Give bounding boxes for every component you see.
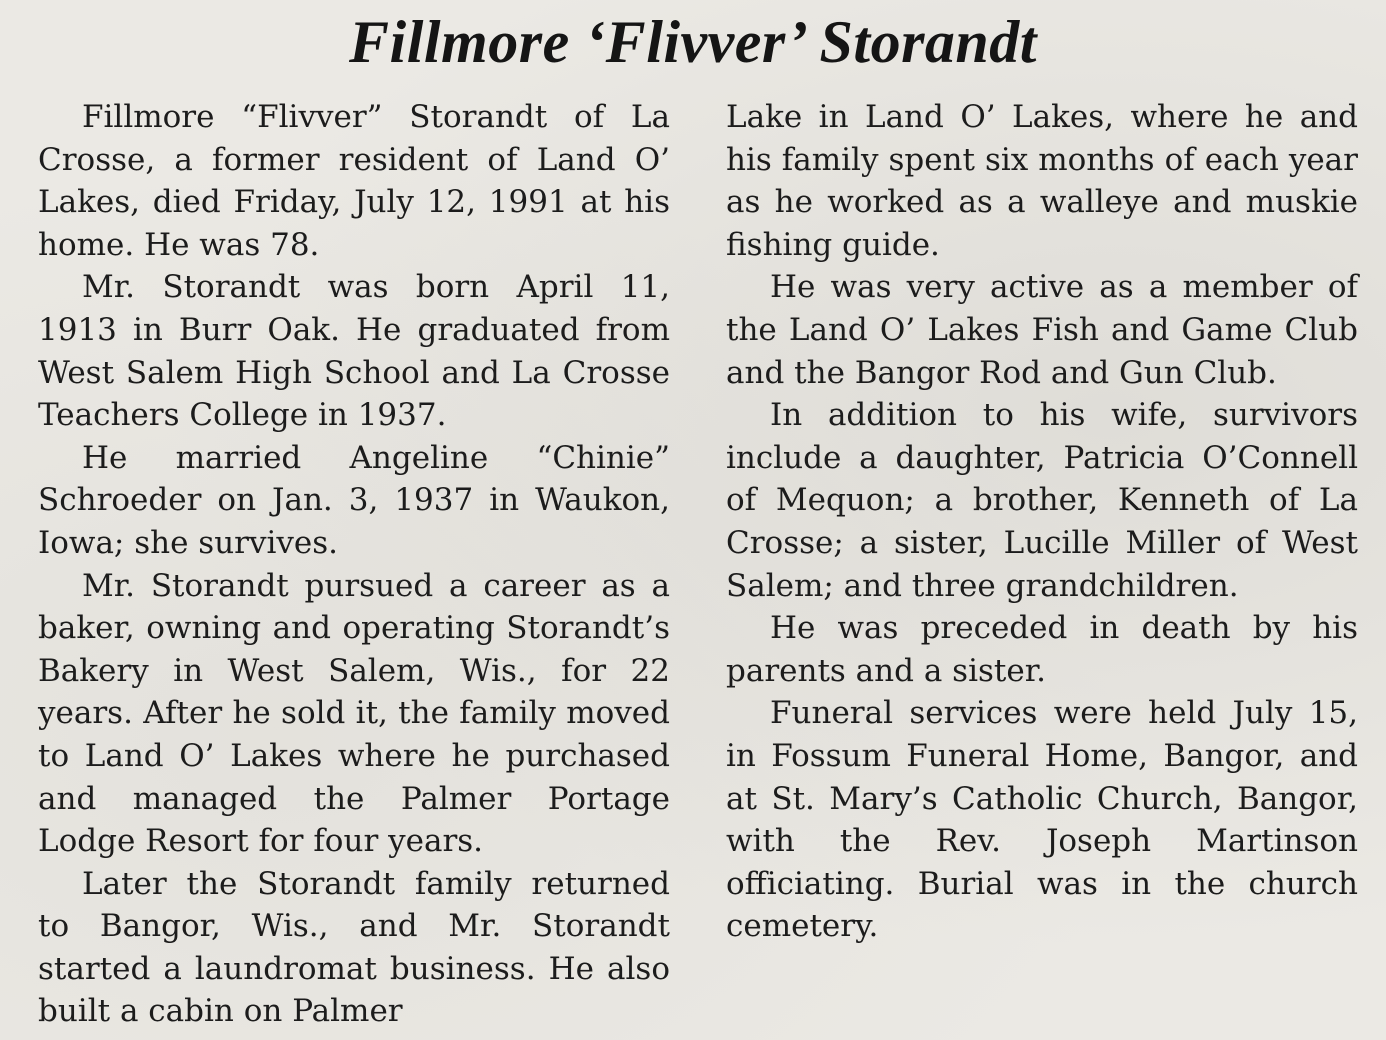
paragraph-survivors: In addition to his wife, survivors include a daughter, Patricia O’Connell of Mequon; a brother, Kenneth of La Crosse; a sister, Lucille Miller of West Salem; and three grandchildren. [726, 397, 1358, 604]
obituary-title: Fillmore ‘Flivver’ Storandt [349, 9, 1037, 75]
paragraph-funeral: Funeral services were held July 15, in Fossum Funeral Home, Bangor, and at St. Mary’s Catholic Church, Bangor, with the Rev. Joseph Martinson officiating. Burial was in the church cemetery. [726, 695, 1358, 945]
paragraph-preceded: He was preceded in death by his parents and a sister. [726, 610, 1358, 689]
right-column [726, 96, 1358, 948]
paragraph-later-life: Later the Storandt family returned to Bangor, Wis., and Mr. Storandt started a laundromat business. He also built a cabin on Palmer [38, 865, 670, 1030]
paragraph-career: Mr. Storandt pursued a career as a baker, owning and operating Storandt’s Bakery in West Salem, Wis., for 22 years. After he sold it, the family moved to Land O’ Lakes where he purchased and managed the Palmer Portage Lodge Resort for four years. [38, 567, 670, 860]
paragraph-death-notice: Fillmore “Flivver” Storandt of La Crosse, a former resident of Land O’ Lakes, died Friday, July 12, 1991 at his home. He was 78. [38, 99, 670, 263]
paragraph-club-membership: He was very active as a member of the Land O’ Lakes Fish and Game Club and the Bangor Rod and Gun Club. [726, 269, 1358, 391]
paragraph-birth-education: Mr. Storandt was born April 11, 1913 in Burr Oak. He graduated from West Salem High School and La Crosse Teachers College in 1937. [38, 269, 670, 434]
paragraph-marriage: He married Angeline “Chinie” Schroeder on Jan. 3, 1937 in Waukon, Iowa; she survives. [38, 439, 670, 561]
left-column [38, 96, 670, 1033]
paragraph-later-life-continued: Lake in Land O’ Lakes, where he and his family spent six months of each year as he worked as a walleye and muskie fishing guide. [726, 99, 1358, 263]
